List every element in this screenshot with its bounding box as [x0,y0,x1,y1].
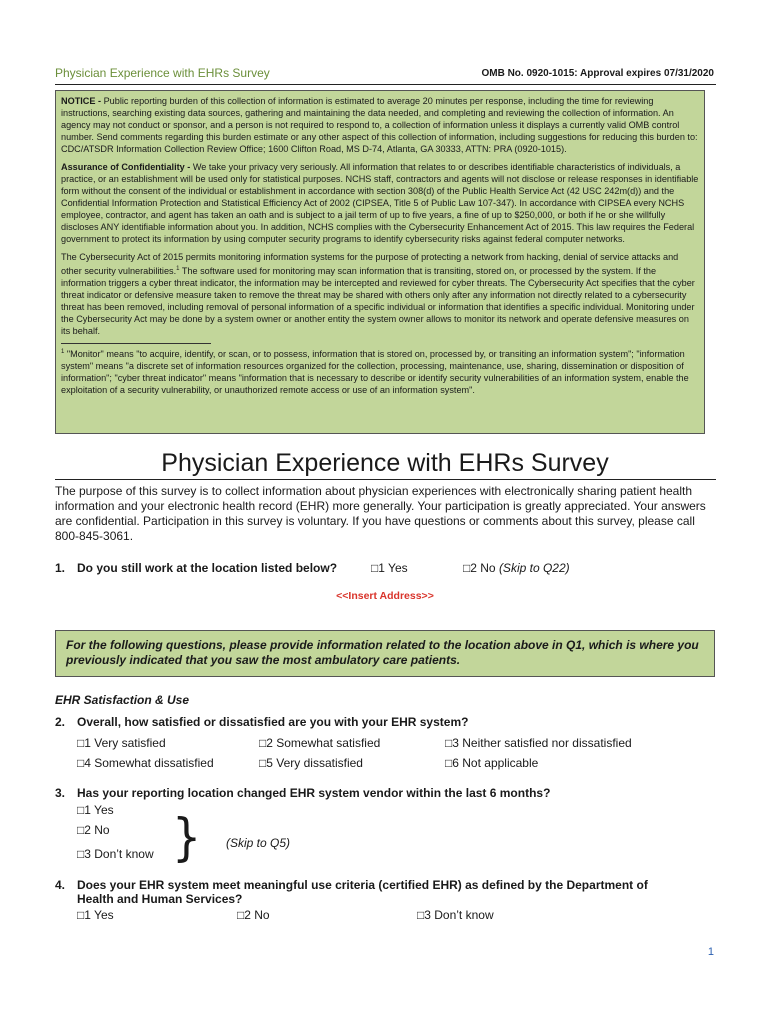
q4-option-yes[interactable]: □1 Yes [77,908,114,922]
cybersecurity-paragraph [61,251,699,337]
instruction-banner: For the following questions, please provide information related to the location above in Q1, which is where you previously indicated that you saw the most ambulatory care patients. [55,630,715,677]
footnote-text: "Monitor" means "to acquire, identify, or scan, or to possess, information that is stored on, processed by, or transiting an information system"; "information system" means "a discrete set of information resources organized for the collection, processing, maintenance, use, sharing, dissemination or disposition of information"; "cyber threat indicator" means "information that is necessary to describe or identify security vulnerabilities of an information system, enable the exploitation of a security vulnerability, or unauthorized remote access or use of an information system". [61,349,689,396]
q3-skip-instruction: (Skip to Q5) [226,836,291,850]
q3-option-yes[interactable]: □1 Yes [77,803,114,817]
q4-text-line2: Health and Human Services? [77,892,243,906]
title-divider [55,479,716,480]
footnote [61,346,699,396]
q3-option-dont-know[interactable]: □3 Don’t know [77,847,154,861]
assurance-label: Assurance of Confidentiality - [61,162,193,172]
q2-option-1[interactable]: □1 Very satisfied [77,736,166,750]
survey-title: Physician Experience with EHRs Survey [161,449,609,477]
q4-text-line1: Does your EHR system meet meaningful use criteria (certified EHR) as defined by the Department of [77,878,648,892]
burden-notice [61,95,699,155]
q2-option-2[interactable]: □2 Somewhat satisfied [259,736,381,750]
survey-intro: The purpose of this survey is to collect information about physician experiences with electronically sharing patient health information and your electronic health record (EHR) more generally. Your participation is greatly appreciated. Your answers are confidential. Participation in this survey is voluntary. If you have questions or comments about this survey, please call 800-845-3061. [55,484,706,543]
cyber-text-a: The Cybersecurity Act of 2015 permits monitoring information systems for the purpose of protecting a network from hacking, denial of service attacks and other security vulnerabilities. [61,252,679,277]
q2-number: 2. [55,715,66,729]
q3-brace: } [172,807,202,867]
section-heading: EHR Satisfaction & Use [55,693,190,707]
page-number: 1 [707,946,714,958]
footnote-mark: 1 [61,349,65,356]
notice-box [55,90,705,434]
assurance-paragraph [61,161,699,245]
q2-option-5[interactable]: □5 Very dissatisfied [259,756,363,770]
q2-option-6[interactable]: □6 Not applicable [445,756,539,770]
q4-option-dont-know[interactable]: □3 Don’t know [417,908,494,922]
notice-text: Public reporting burden of this collection of information is estimated to average 20 minutes per response, including the time for reviewing instructions, searching existing data sources, gathering and maintaining the data needed, and completing and reviewing the collection of information. An agency may not conduct or sponsor, and a person is not required to respond to, a collection of information unless it displays a currently valid OMB control number. Send comments regarding this burden estimate or any other aspect of this collection of information, including suggestions for reducing this burden to: CDC/ATSDR Information Collection Review Office; 1600 Clifton Road, MS D-74, Atlanta, GA 30333, ATTN: PRA (0920-1015). [61,96,698,154]
omb-number: OMB No. 0920-1015: Approval expires 07/31/2020 [481,68,714,79]
q1-option-no-label: □2 No [463,561,499,575]
q4-number: 4. [55,878,66,892]
q1-number: 1. [55,561,66,575]
q3-option-no[interactable]: □2 No [77,823,110,837]
q1-skip-instruction: (Skip to Q22) [498,561,570,575]
header-divider [55,84,716,85]
q1-option-no[interactable] [463,561,570,575]
q1-text: Do you still work at the location listed below? [77,561,338,575]
q2-option-4[interactable]: □4 Somewhat dissatisfied [77,756,214,770]
insert-address-placeholder: <<Insert Address>> [336,590,434,602]
q1-option-yes[interactable]: □1 Yes [371,561,408,575]
q3-text: Has your reporting location changed EHR system vendor within the last 6 months? [77,786,551,800]
q2-text: Overall, how satisfied or dissatisfied are you with your EHR system? [77,715,469,729]
q3-number: 3. [55,786,66,800]
q4-option-no[interactable]: □2 No [237,908,270,922]
q2-option-3[interactable]: □3 Neither satisfied nor dissatisfied [445,736,632,750]
notice-label: NOTICE - [61,96,104,106]
footnote-divider [61,343,211,344]
footnote-ref: 1 [176,266,180,272]
assurance-text: We take your privacy very seriously. All information that relates to or describes identifiable characteristics of individuals, a practice, or an establishment will be used only for statistical purposes. NCHS staff, contractors and agents will not disclose or release responses in identifiable form without the consent of the individual or establishment in accordance with section 308(d) of the Public Health Service Act (42 USC 242m(d)) and the Confidential Information Protection and Statistical Efficiency Act of 2002 (CIPSEA, Title 5 of Public Law 107-347). In accordance with CIPSEA every NCHS employee, contractor, and agent has taken an oath and is subject to a jail term of up to five years, a fine of up to $250,000, or both if he or she willfully discloses ANY identifiable information about you. In addition, NCHS complies with the Cybersecurity Enhancement Act of 2015. This law requires the Federal government to protect its information by using computer security programs to identify cybersecurity risks against federal computer networks. [61,162,699,244]
cyber-text-b: The software used for monitoring may scan information that is transiting, stored on, or processed by the system. If the information triggers a cyber threat indicator, the information may be intercepted and reviewed for cyber threats. The Cybersecurity Act specifies that the cyber threat indicator or defensive measure taken to remove the threat may be shared with others only after any information not directly related to a cybersecurity threat has been removed, including removal of personal information of a specific individual or information that identifies a specific individual. Monitoring under the Cybersecurity Act may be done by a system owner or another entity the system owner allows to monitor its network and operate defensive measures on its behalf. [61,266,695,337]
header-survey-title: Physician Experience with EHRs Survey [55,66,270,80]
